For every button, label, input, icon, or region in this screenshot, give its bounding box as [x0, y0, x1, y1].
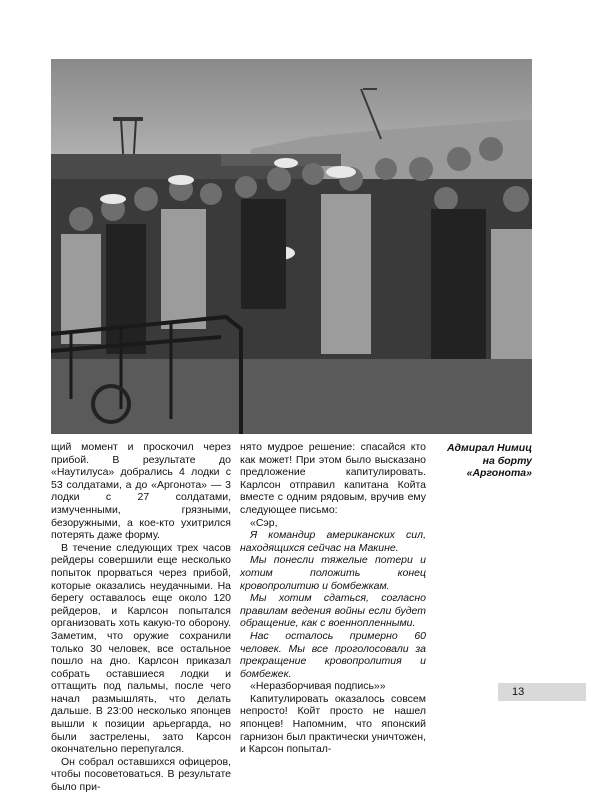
photograph: [51, 59, 532, 434]
text-column-1: [51, 441, 231, 794]
paragraph: щий момент и проскочил через прибой. В результате до «Наутилуса» добрались 4 лодки с 53 солдатами, а до «Аргонота» — 3 лодки с 27 солдатами, измученными, грязными, безоружными, а кое-кто ухитрился потерять даже форму.: [51, 441, 231, 542]
paragraph: Капитулировать оказалось совсем непросто! Койт просто не нашел японцев! Напомним, что японский гарнизон был практически уничтожен, и Карсон попытал-: [240, 692, 426, 756]
letter-line: Я командир американских сил, находящихся сейчас на Макине.: [240, 529, 426, 554]
photo-caption: Адмирал Нимиц на борту «Аргонота»: [446, 442, 532, 480]
letter-signature: «Неразборчивая подпись»»: [250, 680, 386, 693]
paragraph: Он собрал оставшихся офицеров, чтобы посоветоваться. В результате было при-: [51, 755, 231, 794]
page-number: 13: [512, 686, 525, 698]
letter-salutation: «Сэр,: [250, 516, 278, 529]
text-column-2: [240, 441, 426, 756]
letter-line: Мы хотим сдаться, согласно правилам ведения войны если будет обращение, как с военнопленными.: [240, 592, 426, 630]
paragraph: В течение следующих трех часов рейдеры совершили еще несколько попыток прорваться через прибой, которые оказались неудачными. На берегу оставалось еще около 120 рейдеров, и Карлсон попытался организовать хоть какую-то оборону. Заметим, что оружие сохранили только 30 человек, все остальное пошло на дно. Карлсон приказал собрать оставшиеся лодки и оттащить под пальмы, после чего начал размышлять, что делать дальше. В 23:00 несколько японцев вышли к позиции арьергарда, но были застрелены, зато Карсон окончательно перепугался.: [51, 541, 231, 756]
letter-line: Нас осталось примерно 60 человек. Мы все проголосовали за прекращение кровопролития и бомбежек.: [240, 629, 426, 680]
letter-line: Мы понесли тяжелые потери и хотим положить конец кровопролитию и бомбежкам.: [240, 554, 426, 592]
paragraph: нято мудрое решение: спасайся кто как может! При этом было высказано предложение капитулировать. Карлсон отправил капитана Койта вместе с одним рядовым, вручив ему следующее письмо:: [240, 441, 426, 516]
